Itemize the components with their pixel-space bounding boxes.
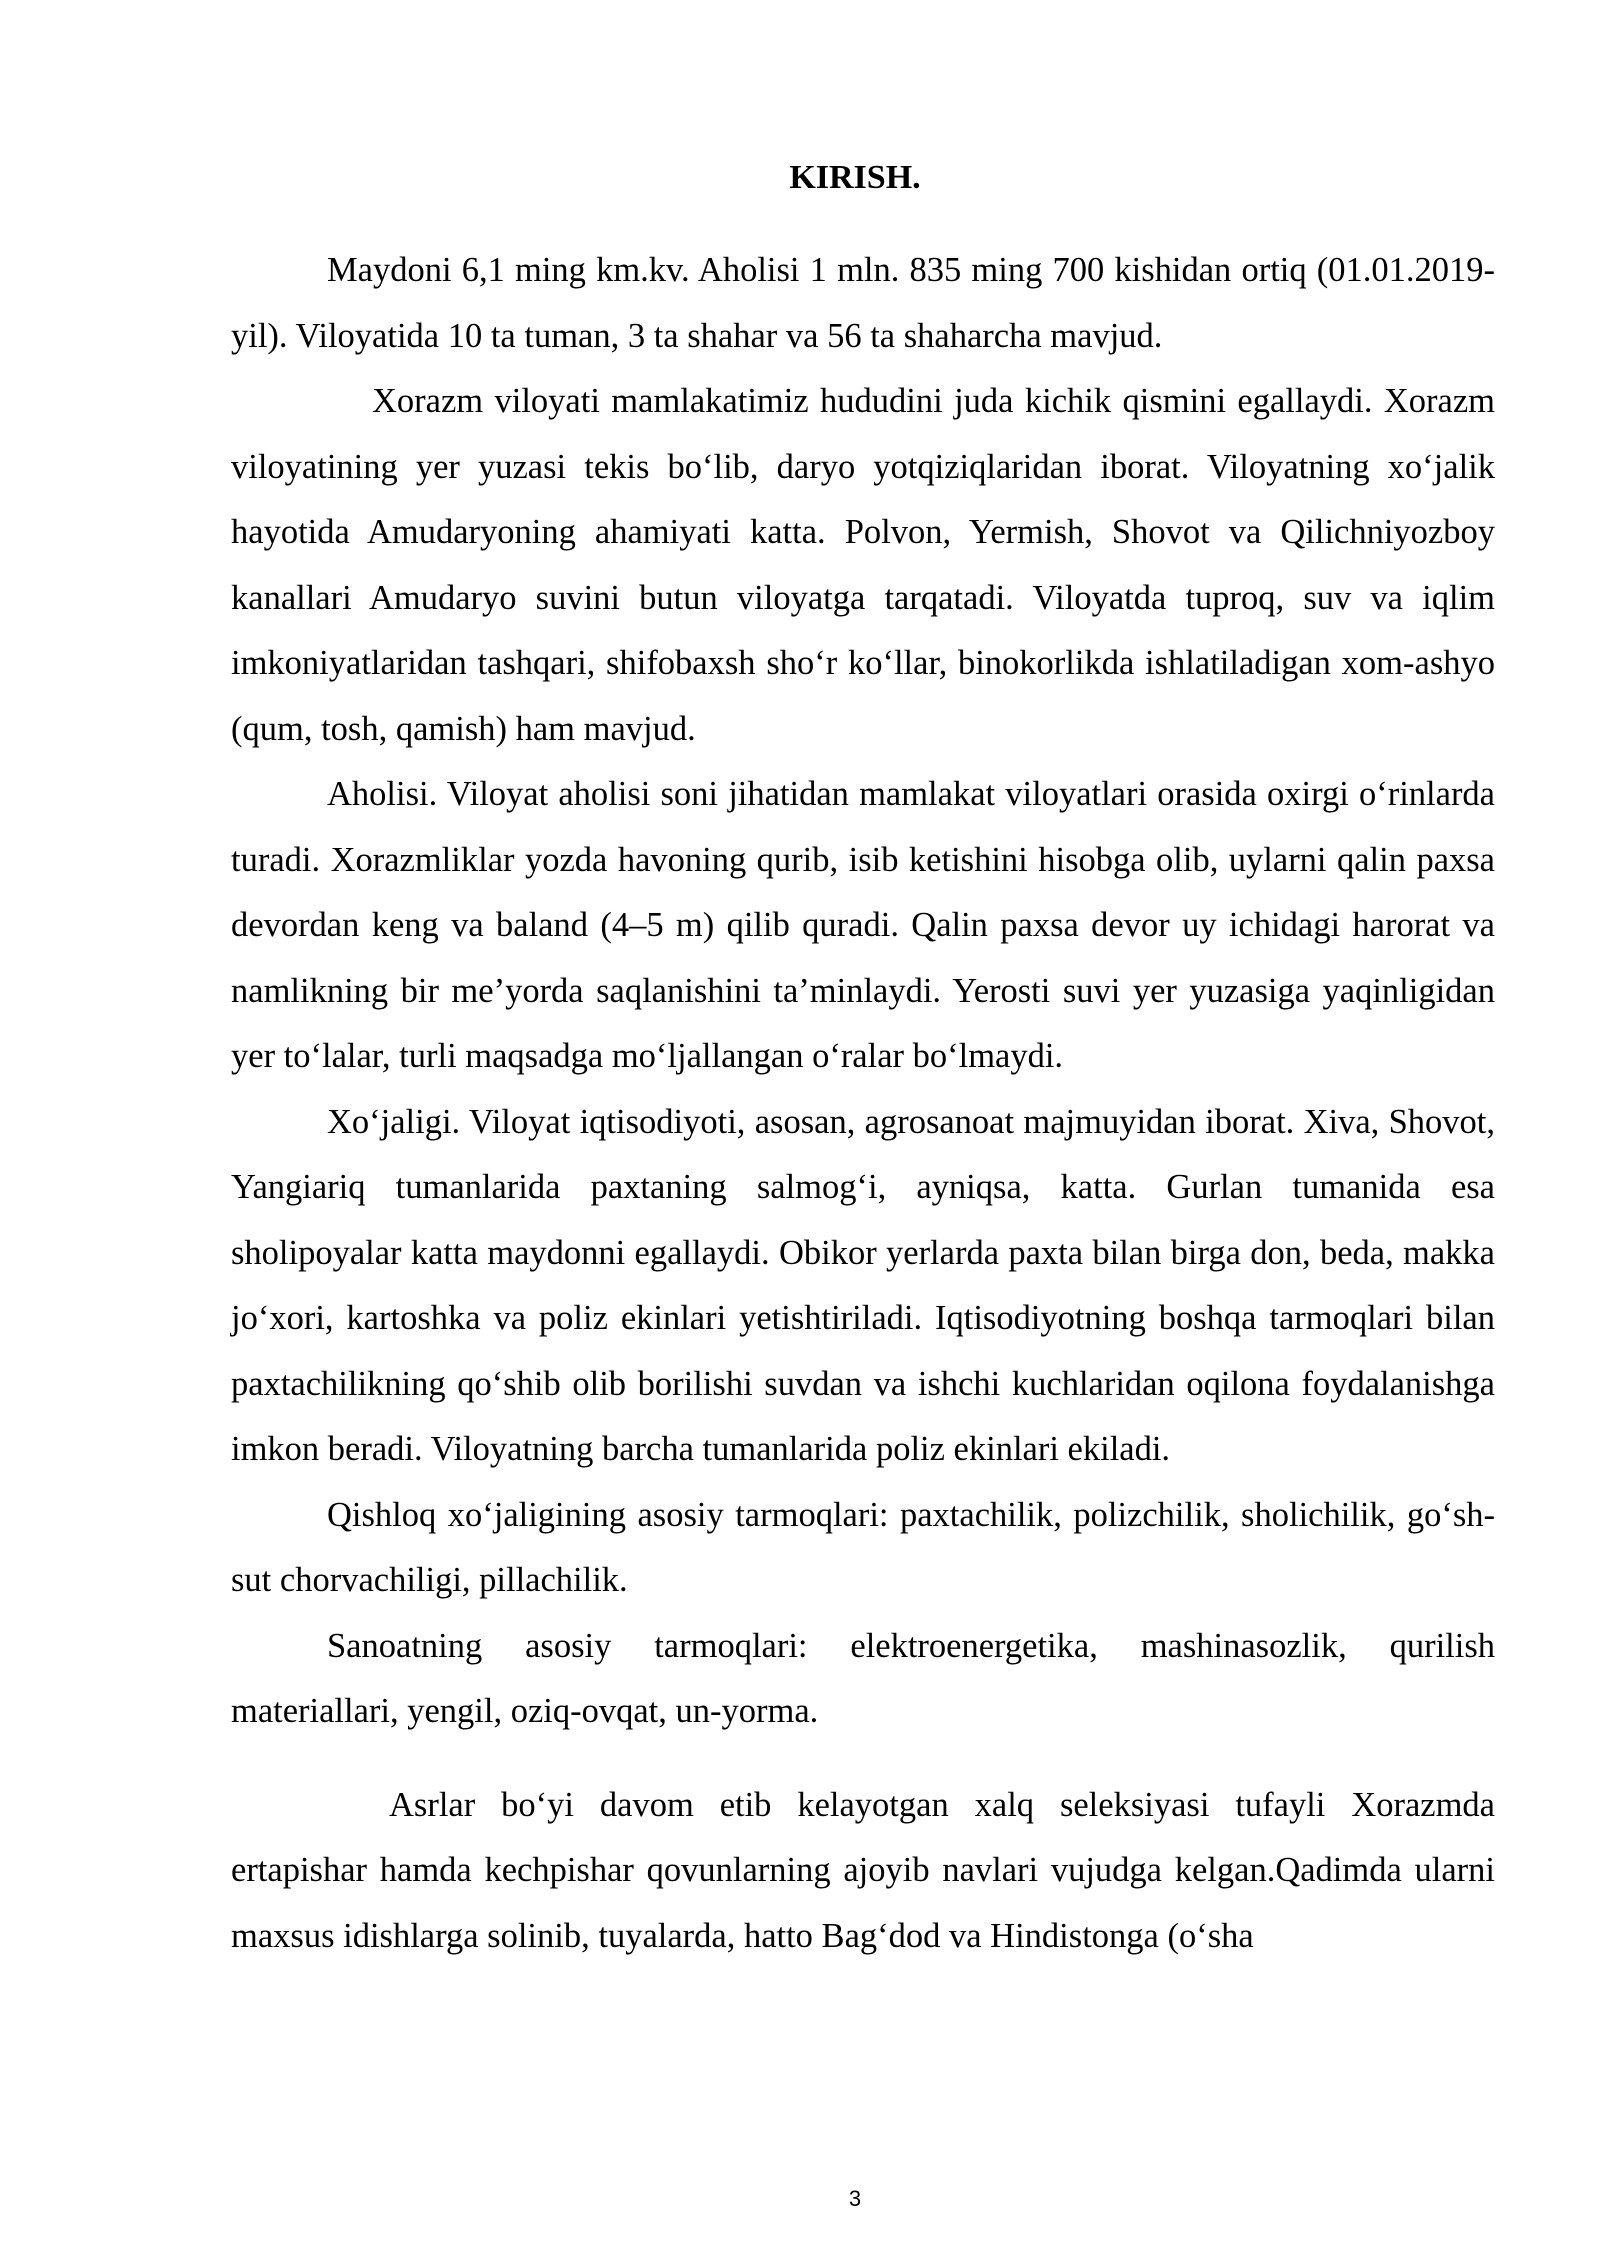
page-number: 3 xyxy=(848,2186,862,2211)
paragraph-agriculture: Qishloq xo‘jaligining asosiy tarmoqlari: paxtachilik, polizchilik, sholichilik, go‘sh-sut chorvachiligi, pillachilik. xyxy=(231,1495,1495,1599)
paragraph-industry: Sanoatning asosiy tarmoqlari: elektroenergetika, mashinasozlik, qurilish materiallari, yengil, oziq-ovqat, un-yorma. xyxy=(231,1626,1495,1730)
paragraph-area-population: Maydoni 6,1 ming km.kv. Aholisi 1 mln. 835 ming 700 kishidan ortiq (01.01.2019-yil). Viloyatida 10 ta tuman, 3 ta shahar va 56 ta shaharcha mavjud. xyxy=(231,251,1495,355)
paragraph-economy: Xo‘jaligi. Viloyat iqtisodiyoti, asosan, agrosanoat majmuyidan iborat. Xiva, Shovot, Yangiariq tumanlarida paxtaning salmog‘i, ayniqsa, katta. Gurlan tumanida esa sholipoyalar katta maydonni egallaydi. Obikor yerlarda paxta bilan birga don, beda, makka jo‘xori, kartoshka va poliz ekinlari yetishtiriladi. Iqtisodiyotning boshqa tarmoqlari bilan paxtachilikning qo‘shib olib borilishi suvdan va ishchi kuchlaridan oqilona foydalanishga imkon beradi. Viloyatning barcha tumanlarida poliz ekinlari ekiladi. xyxy=(231,1102,1495,1468)
paragraph-melons: Asrlar bo‘yi davom etib kelayotgan xalq seleksiyasi tufayli Xorazmda ertapishar hamda kechpishar qovunlarning ajoyib navlari vujudga kelgan.Qadimda ularni maxsus idishlarga solinib, tuyalarda, hatto Bag‘dod va Hindistonga (o‘sha xyxy=(231,1785,1495,1955)
document-body xyxy=(231,238,1495,1969)
paragraph-geography: Xorazm viloyati mamlakatimiz hududini juda kichik qismini egallaydi. Xorazm viloyatining yer yuzasi tekis bo‘lib, daryo yotqiziqlaridan iborat. Viloyatning xo‘jalik hayotida Amudaryoning ahamiyati katta. Polvon, Yermish, Shovot va Qilichniyozboy kanallari Amudaryo suvini butun viloyatga tarqatadi. Viloyatda tuproq, suv va iqlim imkoniyatlaridan tashqari, shifobaxsh sho‘r ko‘llar, binokorlikda ishlatiladigan xom-ashyo (qum, tosh, qamish) ham mavjud. xyxy=(231,382,1495,748)
paragraph-population: Aholisi. Viloyat aholisi soni jihatidan mamlakat viloyatlari orasida oxirgi o‘rinlarda turadi. Xorazmliklar yozda havoning qurib, isib ketishini hisobga olib, uylarni qalin paxsa devordan keng va baland (4–5 m) qilib quradi. Qalin paxsa devor uy ichidagi harorat va namlikning bir me’yorda saqlanishini ta’minlaydi. Yerosti suvi yer yuzasiga yaqinligidan yer to‘lalar, turli maqsadga mo‘ljallangan o‘ralar bo‘lmaydi. xyxy=(231,775,1495,1075)
page-title: KIRISH. xyxy=(789,159,921,196)
